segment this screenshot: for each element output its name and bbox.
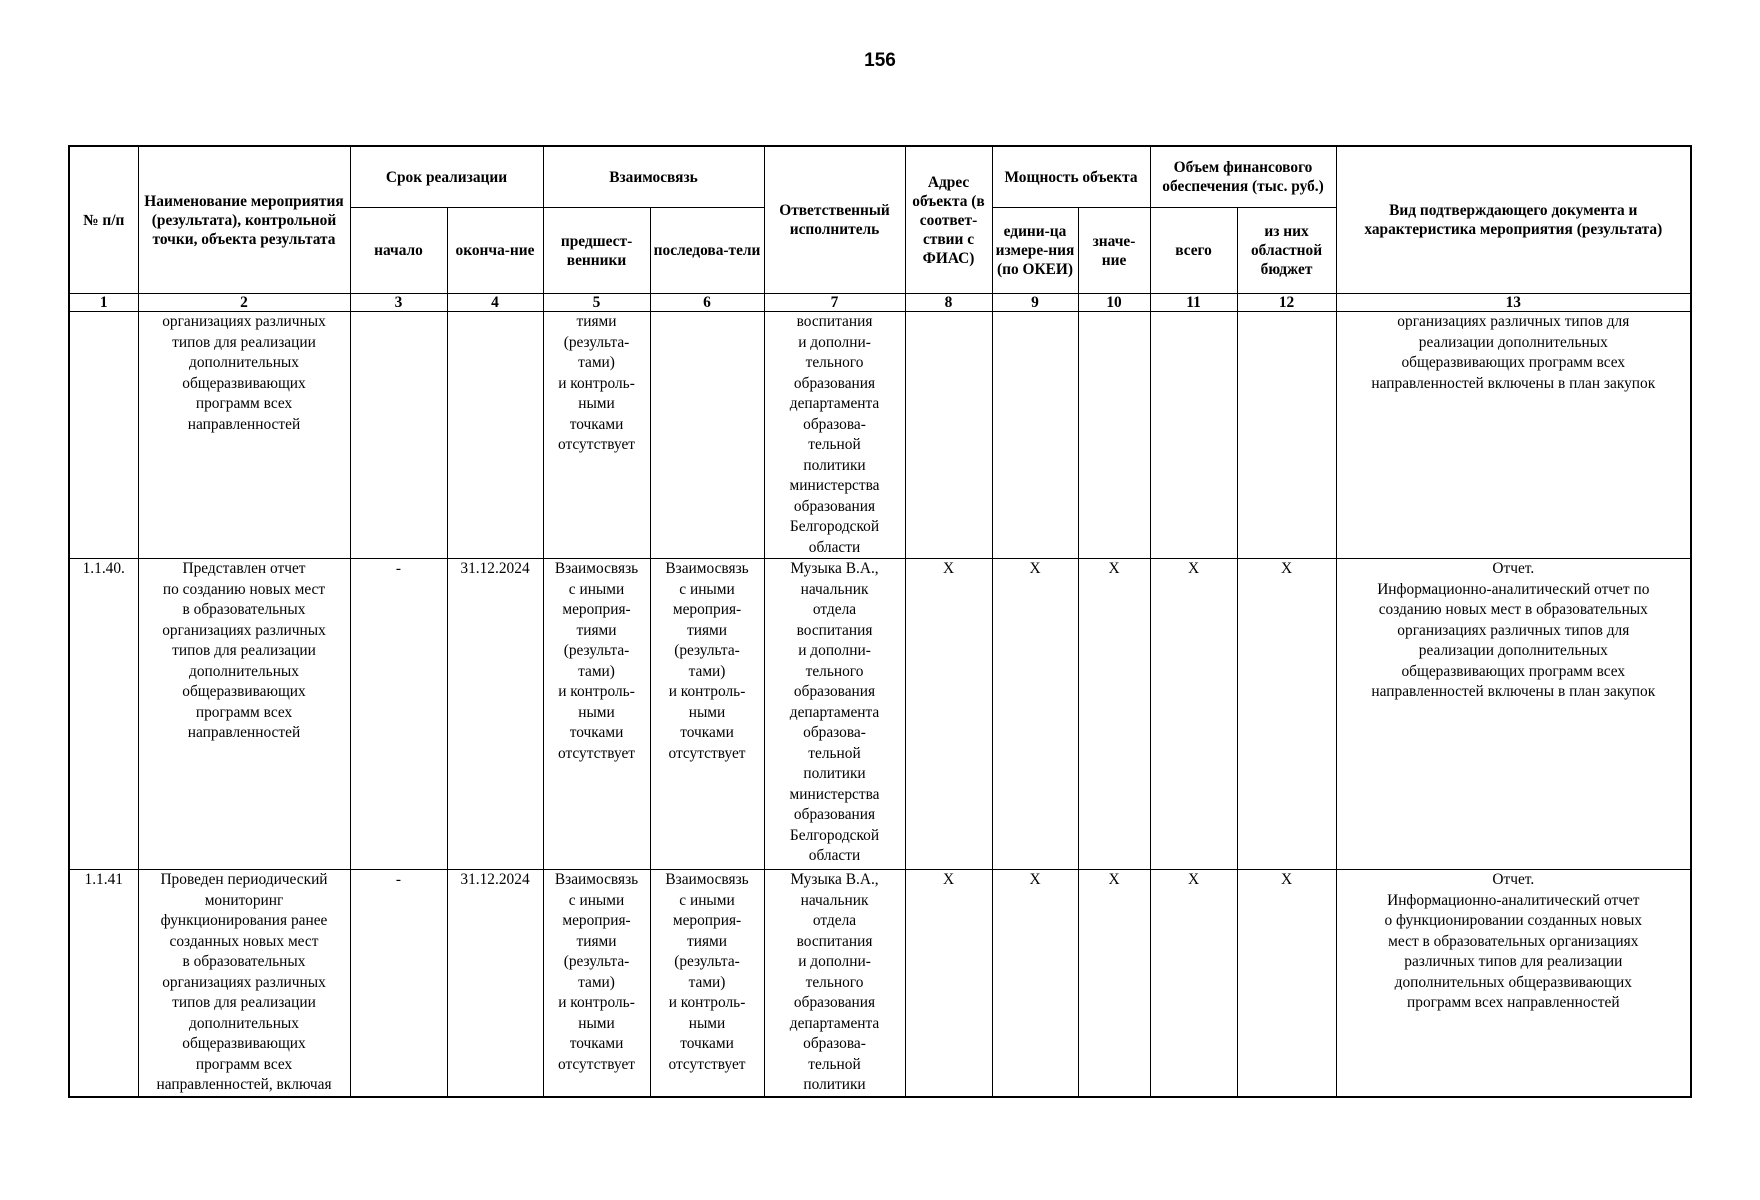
cell-regional <box>1237 312 1336 559</box>
cell-responsible: Музыка В.А., начальник отдела воспитания и дополни- тельного образования департамента образова- тельной политики <box>764 870 905 1097</box>
cell-value: X <box>1078 870 1150 1097</box>
header-link: Взаимосвязь <box>543 146 764 208</box>
cell-end: 31.12.2024 <box>447 870 543 1097</box>
cell-regional: X <box>1237 559 1336 870</box>
column-number: 8 <box>905 294 992 312</box>
cell-responsible: воспитания и дополни- тельного образования департамента образова- тельной политики министерства образования Белгородской области <box>764 312 905 559</box>
cell-document: Отчет. Информационно-аналитический отчет по созданию новых мест в образовательных организациях различных типов для реализации дополнительных общеразвивающих программ всех направленностей включены в план закупок <box>1336 559 1691 870</box>
cell-start: - <box>350 870 447 1097</box>
cell-responsible: Музыка В.А., начальник отдела воспитания и дополни- тельного образования департамента образова- тельной политики министерства образования Белгородской области <box>764 559 905 870</box>
header-link-next: последова-тели <box>650 208 764 294</box>
cell-start: - <box>350 559 447 870</box>
column-number: 11 <box>1150 294 1237 312</box>
header-document: Вид подтверждающего документа и характеристика мероприятия (результата) <box>1336 146 1691 294</box>
cell-unit <box>992 312 1078 559</box>
cell-next <box>650 312 764 559</box>
column-number: 6 <box>650 294 764 312</box>
plan-table <box>68 145 1692 1098</box>
cell-start <box>350 312 447 559</box>
cell-value <box>1078 312 1150 559</box>
header-term: Срок реализации <box>350 146 543 208</box>
header-finance-total: всего <box>1150 208 1237 294</box>
cell-num: 1.1.41 <box>69 870 138 1097</box>
header-term-end: оконча-ние <box>447 208 543 294</box>
header-responsible: Ответственный исполнитель <box>764 146 905 294</box>
column-number: 4 <box>447 294 543 312</box>
column-number: 13 <box>1336 294 1691 312</box>
column-number: 12 <box>1237 294 1336 312</box>
table-row <box>69 559 1691 870</box>
cell-prev: Взаимосвязь с иными мероприя- тиями (результа- тами) и контроль- ными точками отсутствует <box>543 870 650 1097</box>
cell-next: Взаимосвязь с иными мероприя- тиями (результа- тами) и контроль- ными точками отсутствует <box>650 559 764 870</box>
header-num: № п/п <box>69 146 138 294</box>
cell-total <box>1150 312 1237 559</box>
cell-regional: X <box>1237 870 1336 1097</box>
cell-document: организациях различных типов для реализации дополнительных общеразвивающих программ всех направленностей включены в план закупок <box>1336 312 1691 559</box>
column-number: 10 <box>1078 294 1150 312</box>
column-number: 3 <box>350 294 447 312</box>
cell-next: Взаимосвязь с иными мероприя- тиями (результа- тами) и контроль- ными точками отсутствует <box>650 870 764 1097</box>
page-number: 156 <box>864 50 896 71</box>
table-row <box>69 870 1691 1097</box>
cell-prev: Взаимосвязь с иными мероприя- тиями (результа- тами) и контроль- ными точками отсутствует <box>543 559 650 870</box>
cell-value: X <box>1078 559 1150 870</box>
cell-address: X <box>905 559 992 870</box>
cell-address <box>905 312 992 559</box>
header-row-1 <box>69 146 1691 208</box>
cell-end <box>447 312 543 559</box>
cell-name: организациях различных типов для реализации дополнительных общеразвивающих программ всех направленностей <box>138 312 350 559</box>
cell-name: Представлен отчет по созданию новых мест в образовательных организациях различных типов для реализации дополнительных общеразвивающих программ всех направленностей <box>138 559 350 870</box>
header-power: Мощность объекта <box>992 146 1150 208</box>
column-number: 9 <box>992 294 1078 312</box>
column-number: 7 <box>764 294 905 312</box>
cell-total: X <box>1150 559 1237 870</box>
header-finance: Объем финансового обеспечения (тыс. руб.) <box>1150 146 1336 208</box>
header-power-unit: едини-ца измере-ния (по ОКЕИ) <box>992 208 1078 294</box>
header-name: Наименование мероприятия (результата), контрольной точки, объекта результата <box>138 146 350 294</box>
header-term-start: начало <box>350 208 447 294</box>
header-power-value: значе-ние <box>1078 208 1150 294</box>
cell-prev: тиями (результа- тами) и контроль- ными точками отсутствует <box>543 312 650 559</box>
cell-num: 1.1.40. <box>69 559 138 870</box>
column-number: 5 <box>543 294 650 312</box>
column-number: 2 <box>138 294 350 312</box>
cell-unit: X <box>992 870 1078 1097</box>
cell-name: Проведен периодический мониторинг функционирования ранее созданных новых мест в образовательных организациях различных типов для реализации дополнительных общеразвивающих программ всех направленностей, включая <box>138 870 350 1097</box>
cell-end: 31.12.2024 <box>447 559 543 870</box>
header-address: Адрес объекта (в соответ-ствии с ФИАС) <box>905 146 992 294</box>
column-number: 1 <box>69 294 138 312</box>
cell-address: X <box>905 870 992 1097</box>
header-link-prev: предшест-венники <box>543 208 650 294</box>
cell-unit: X <box>992 559 1078 870</box>
column-number-row <box>69 294 1691 312</box>
table-row <box>69 312 1691 559</box>
header-finance-regional: из них областной бюджет <box>1237 208 1336 294</box>
cell-total: X <box>1150 870 1237 1097</box>
cell-num <box>69 312 138 559</box>
cell-document: Отчет. Информационно-аналитический отчет о функционировании созданных новых мест в образовательных организациях различных типов для реализации дополнительных общеразвивающих программ всех направленностей <box>1336 870 1691 1097</box>
